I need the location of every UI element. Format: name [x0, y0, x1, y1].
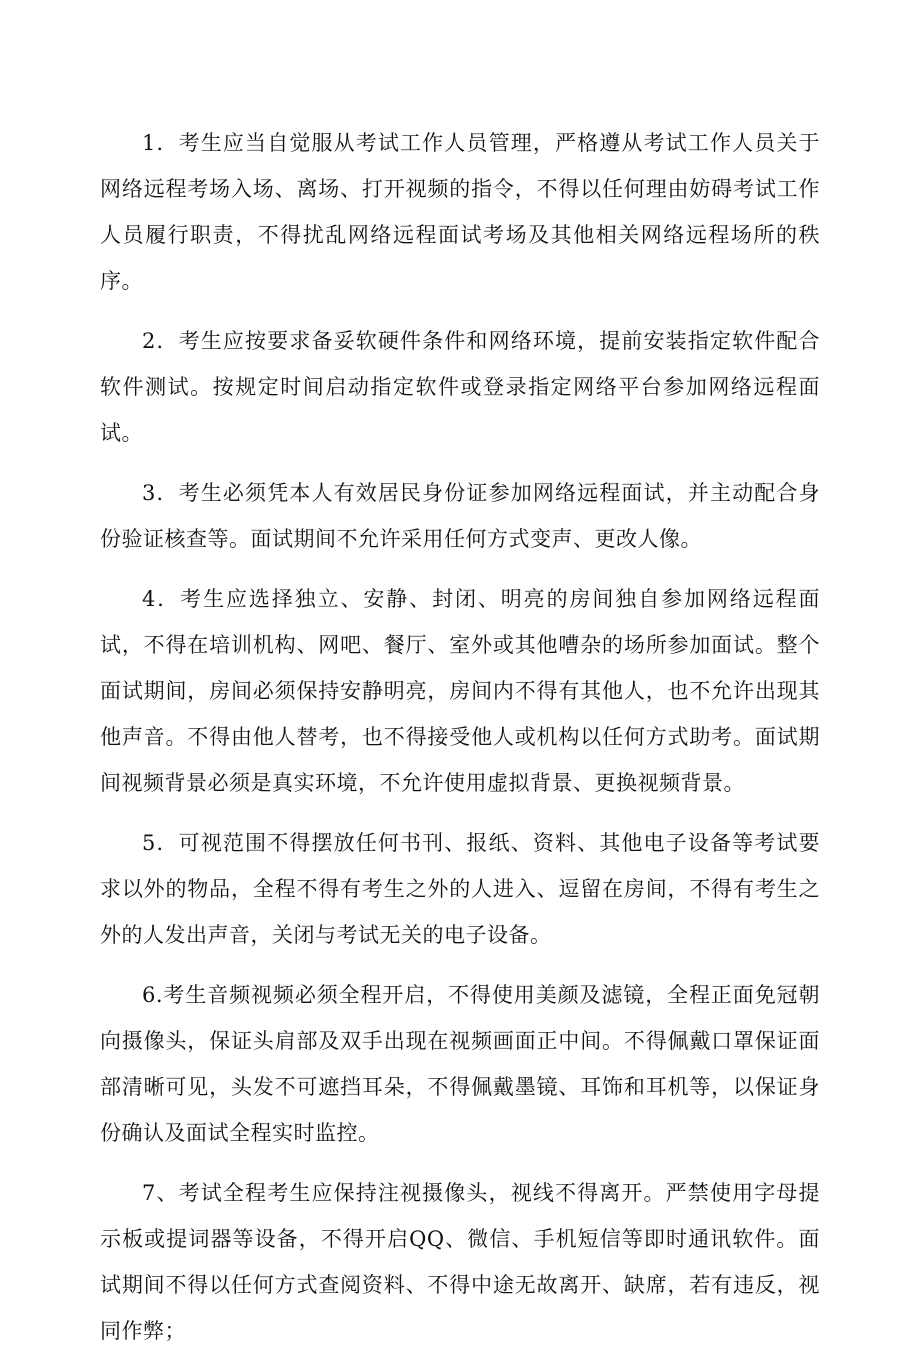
- rule-paragraph-2: 2．考生应按要求备妥软硬件条件和网络环境，提前安装指定软件配合软件测试。按规定时间启动指定软件或登录指定网络平台参加网络远程面试。: [100, 329, 820, 445]
- rule-paragraph-6: 6.考生音频视频必须全程开启，不得使用美颜及滤镜，全程正面免冠朝向摄像头，保证头肩部及双手出现在视频画面正中间。不得佩戴口罩保证面部清晰可见，头发不可遮挡耳朵，不得佩戴墨镜、耳饰和耳机等，以保证身份确认及面试全程实时监控。: [100, 983, 820, 1145]
- rule-paragraph-1: 1．考生应当自觉服从考试工作人员管理，严格遵从考试工作人员关于网络远程考场入场、离场、打开视频的指令，不得以任何理由妨碍考试工作人员履行职责，不得扰乱网络远程面试考场及其他相关网络远程场所的秩序。: [100, 131, 820, 293]
- rule-paragraph-5: 5．可视范围不得摆放任何书刊、报纸、资料、其他电子设备等考试要求以外的物品，全程不得有考生之外的人进入、逗留在房间，不得有考生之外的人发出声音，关闭与考试无关的电子设备。: [100, 831, 820, 947]
- rule-paragraph-4: 4．考生应选择独立、安静、封闭、明亮的房间独自参加网络远程面试，不得在培训机构、网吧、餐厅、室外或其他嘈杂的场所参加面试。整个面试期间，房间必须保持安静明亮，房间内不得有其他人，也不允许出现其他声音。不得由他人替考，也不得接受他人或机构以任何方式助考。面试期间视频背景必须是真实环境，不允许使用虚拟背景、更换视频背景。: [100, 587, 820, 795]
- rule-paragraph-3: 3．考生必须凭本人有效居民身份证参加网络远程面试，并主动配合身份验证核查等。面试期间不允许采用任何方式变声、更改人像。: [100, 481, 820, 551]
- rule-paragraph-7: 7、考试全程考生应保持注视摄像头，视线不得离开。严禁使用字母提示板或提词器等设备，不得开启QQ、微信、手机短信等即时通讯软件。面试期间不得以任何方式查阅资料、不得中途无故离开、缺席，若有违反，视同作弊；: [100, 1181, 820, 1343]
